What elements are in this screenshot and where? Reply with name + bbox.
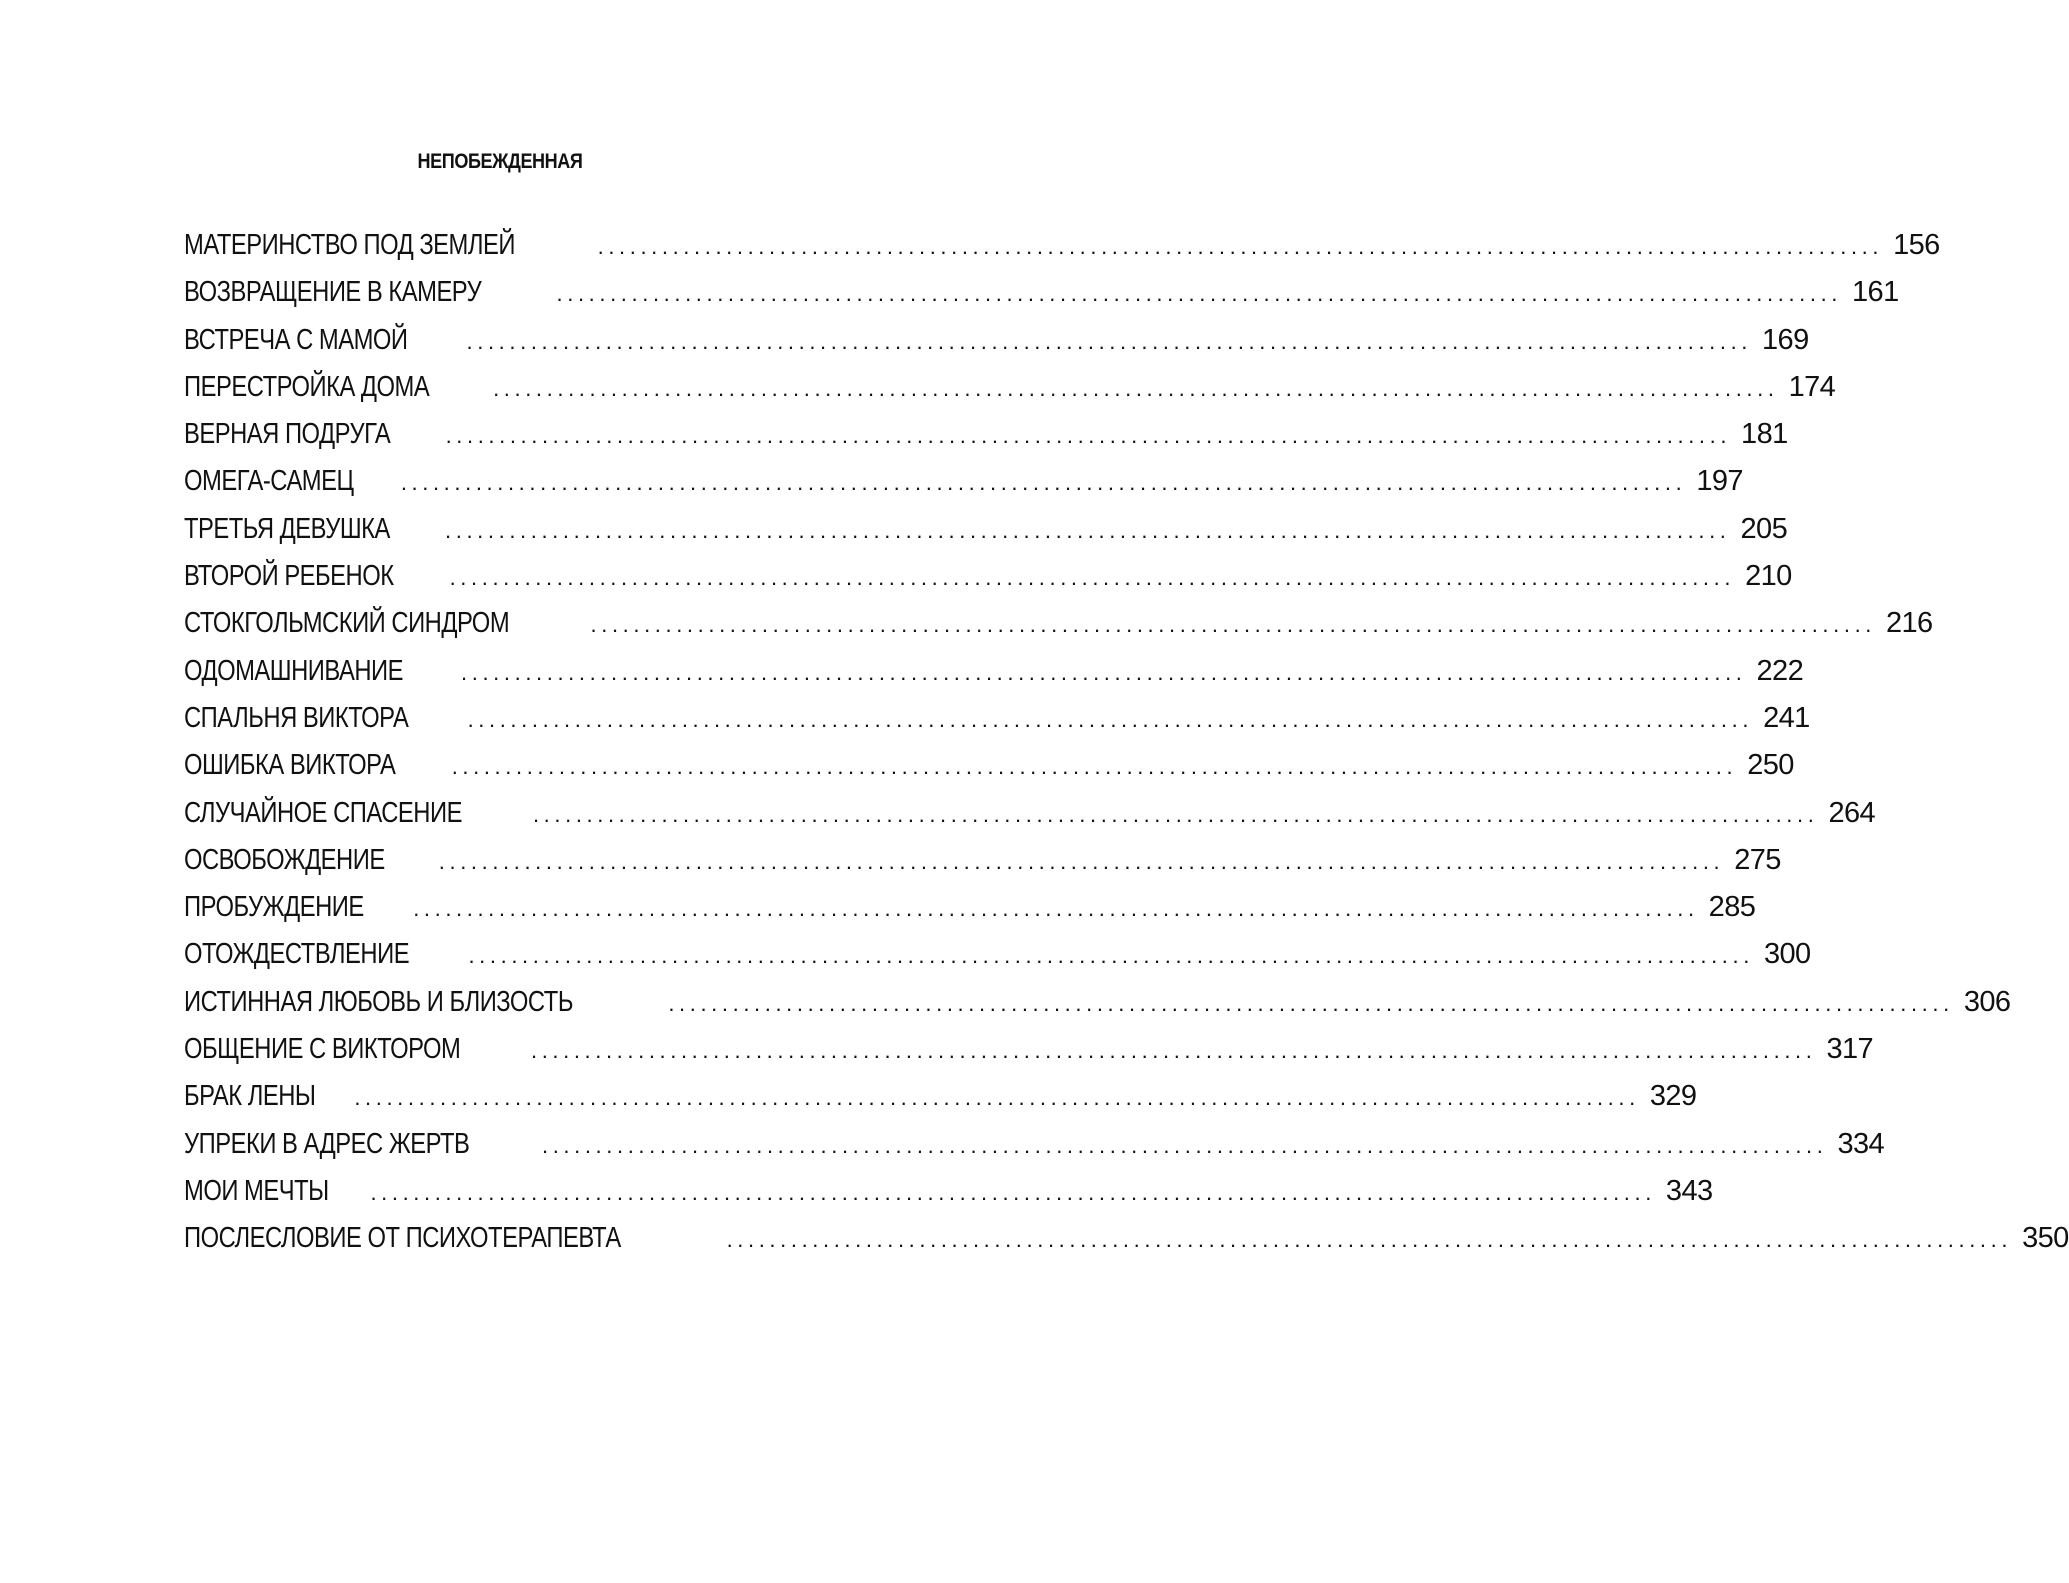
toc-entry-page: 222 <box>1756 654 1804 687</box>
toc-entry-page: 275 <box>1734 843 1781 876</box>
toc-entry-title: ОСВОБОЖДЕНИЕ <box>184 843 385 876</box>
toc-entry-page: 210 <box>1745 560 1792 593</box>
toc-entry <box>184 1121 1885 1168</box>
toc-entry <box>184 837 1781 884</box>
toc-entry-title: СЛУЧАЙНОЕ СПАСЕНИЕ <box>184 796 462 829</box>
toc-entry-title: УПРЕКИ В АДРЕС ЖЕРТВ <box>184 1127 470 1160</box>
dot-leader: ........................................................................................................................ <box>597 234 1884 259</box>
running-head: НЕПОБЕЖДЕННАЯ <box>417 150 583 173</box>
toc-entry-title: ВЕРНАЯ ПОДРУГА <box>184 418 391 451</box>
dot-leader: ........................................................................................................................ <box>493 375 1779 401</box>
dot-leader: ........................................................................................................................ <box>445 517 1731 543</box>
dot-leader: ........................................................................................................................ <box>445 423 1732 449</box>
toc-entry-page: 306 <box>1963 985 2011 1018</box>
dot-leader: ........................................................................................................................ <box>400 470 1687 496</box>
dot-leader: ........................................................................................................................ <box>668 990 1954 1016</box>
toc-entry-page: 264 <box>1828 796 1876 829</box>
toc-entry <box>184 411 1788 458</box>
dot-leader: ........................................................................................................................ <box>466 328 1753 354</box>
dot-leader: ........................................................................................................................ <box>542 1132 1828 1158</box>
toc-entry <box>184 458 1743 505</box>
toc-entry-page: 300 <box>1763 938 1811 971</box>
dot-leader: ........................................................................................................................ <box>726 1227 2013 1253</box>
toc-entry-title: ВСТРЕЧА С МАМОЙ <box>184 323 408 356</box>
toc-entry <box>184 1073 1697 1120</box>
dot-leader: ........................................................................................................................ <box>590 612 1876 638</box>
toc-entry-page: 250 <box>1747 749 1794 782</box>
toc-entry-page: 156 <box>1893 229 1940 261</box>
toc-entry <box>184 742 1794 789</box>
toc-entry-page: 197 <box>1696 465 1743 498</box>
toc-entry-page: 241 <box>1763 701 1810 734</box>
dot-leader: ........................................................................................................................ <box>354 1085 1640 1111</box>
toc-entry <box>184 600 1933 647</box>
dot-leader: ........................................................................................................................ <box>461 659 1747 685</box>
toc-entry <box>184 884 1756 931</box>
toc-entry <box>184 1215 2069 1262</box>
toc-entry <box>184 979 2011 1026</box>
toc-entry-title: ОДОМАШНИВАНИЕ <box>184 654 403 687</box>
toc-entry <box>184 506 1788 553</box>
toc-entry <box>184 931 1811 978</box>
toc-entry-page: 181 <box>1741 418 1788 451</box>
toc-entry-title: ВТОРОЙ РЕБЕНОК <box>184 560 394 593</box>
toc-entry-page: 285 <box>1708 891 1756 924</box>
toc-entry-page: 329 <box>1649 1080 1697 1113</box>
dot-leader: ........................................................................................................................ <box>467 706 1754 732</box>
toc-entry-title: МОИ МЕЧТЫ <box>184 1174 329 1207</box>
toc-entry-title: ИСТИННАЯ ЛЮБОВЬ И БЛИЗОСТЬ <box>184 985 573 1018</box>
toc-entry <box>184 317 1809 364</box>
toc-entry <box>184 553 1792 600</box>
dot-leader: ........................................................................................................................ <box>556 281 1843 307</box>
toc-entry-page: 317 <box>1826 1033 1874 1066</box>
toc-entry-page: 169 <box>1762 323 1809 356</box>
toc-entry-title: ОТОЖДЕСТВЛЕНИЕ <box>184 938 410 971</box>
table-of-contents <box>184 222 2069 1263</box>
toc-entry-page: 350 <box>2022 1222 2069 1255</box>
toc-entry-title: ПРОБУЖДЕНИЕ <box>184 891 364 924</box>
dot-leader: ........................................................................................................................ <box>468 943 1754 969</box>
toc-entry-title: ПЕРЕСТРОЙКА ДОМА <box>184 370 430 403</box>
toc-entry-page: 174 <box>1788 370 1836 403</box>
toc-entry-title: ОБЩЕНИЕ С ВИКТОРОМ <box>184 1033 461 1066</box>
toc-entry <box>184 222 1940 269</box>
toc-entry-title: ПОСЛЕСЛОВИЕ ОТ ПСИХОТЕРАПЕВТА <box>184 1222 621 1255</box>
toc-entry <box>184 1026 1874 1073</box>
dot-leader: ........................................................................................................................ <box>530 1038 1817 1064</box>
dot-leader: ........................................................................................................................ <box>370 1179 1656 1205</box>
toc-entry-page: 343 <box>1665 1174 1713 1207</box>
toc-entry-title: ОМЕГА-САМЕЦ <box>184 465 354 498</box>
toc-entry-title: СПАЛЬНЯ ВИКТОРА <box>184 701 409 734</box>
dot-leader: ........................................................................................................................ <box>413 896 1699 922</box>
toc-entry <box>184 1168 1713 1215</box>
toc-entry-page: 216 <box>1886 607 1933 640</box>
toc-entry-page: 205 <box>1740 512 1788 545</box>
toc-entry-title: МАТЕРИНСТВО ПОД ЗЕМЛЕЙ <box>184 229 515 261</box>
toc-entry-title: ОШИБКА ВИКТОРА <box>184 749 396 782</box>
dot-leader: ........................................................................................................................ <box>451 754 1738 780</box>
toc-entry-title: СТОКГОЛЬМСКИЙ СИНДРОМ <box>184 607 510 640</box>
dot-leader: ........................................................................................................................ <box>449 565 1736 591</box>
toc-entry <box>184 695 1810 742</box>
toc-entry-title: ВОЗВРАЩЕНИЕ В КАМЕРУ <box>184 276 482 309</box>
toc-entry <box>184 269 1899 316</box>
toc-entry-title: ТРЕТЬЯ ДЕВУШКА <box>184 512 390 545</box>
toc-entry-page: 161 <box>1852 276 1899 309</box>
toc-entry <box>184 790 1876 837</box>
dot-leader: ........................................................................................................................ <box>438 848 1725 874</box>
dot-leader: ........................................................................................................................ <box>532 801 1819 827</box>
toc-entry-title: БРАК ЛЕНЫ <box>184 1080 316 1113</box>
toc-entry <box>184 648 1804 695</box>
toc-entry <box>184 364 1836 411</box>
toc-entry-page: 334 <box>1837 1127 1885 1160</box>
